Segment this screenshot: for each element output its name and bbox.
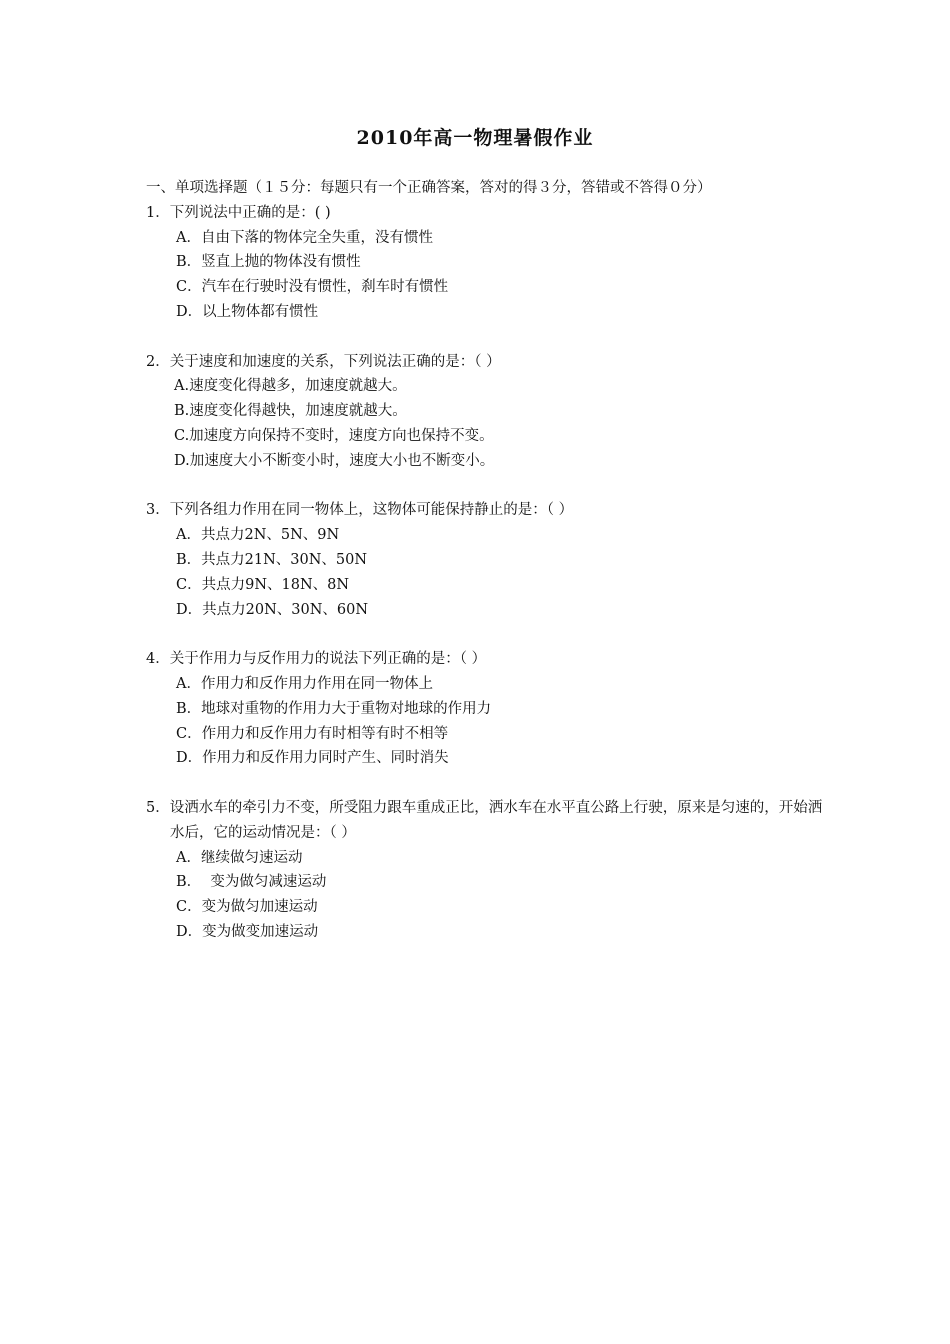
document-title: 2010年高一物理暑假作业 [356, 127, 594, 149]
option-list [146, 523, 846, 622]
option-c: C．共点力9N、18N、8N [176, 576, 350, 593]
option-a: A．自由下落的物体完全失重，没有惯性 [176, 229, 433, 246]
option-d: D．以上物体都有惯性 [176, 303, 319, 320]
option-b: B．共点力21N、30N、50N [176, 551, 368, 568]
question-stem: 1．下列说法中正确的是：( ) [146, 204, 331, 221]
option-c: C．变为做匀加速运动 [176, 899, 318, 916]
option-list [146, 374, 846, 473]
option-c: C．作用力和反作用力有时相等有时不相等 [176, 725, 449, 742]
question-stem: 5．设洒水车的牵引力不变，所受阻力跟车重成正比，洒水车在水平直公路上行驶，原来是匀速的，开始洒水后，它的运动情况是：（ ） [146, 799, 823, 841]
option-d: D．共点力20N、30N、60N [176, 601, 369, 618]
question-stem: 3．下列各组力作用在同一物体上，这物体可能保持静止的是：（ ） [146, 502, 574, 519]
option-b: B． 变为做匀减速运动 [176, 874, 327, 891]
question-5 [146, 796, 846, 945]
option-c: C.加速度方向保持不变时，速度方向也保持不变。 [174, 427, 494, 444]
question-4 [146, 647, 846, 771]
option-d: D．作用力和反作用力同时产生、同时消失 [176, 750, 449, 767]
multiple-choice-section [146, 176, 846, 945]
option-a: A．作用力和反作用力作用在同一物体上 [176, 675, 433, 692]
option-d: D．变为做变加速运动 [176, 923, 319, 940]
option-c: C．汽车在行驶时没有惯性，刹车时有惯性 [176, 279, 449, 296]
option-a: A.速度变化得越多，加速度就越大。 [174, 378, 407, 395]
option-a: A．共点力2N、5N、9N [176, 527, 340, 544]
option-d: D.加速度大小不断变小时，速度大小也不断变小。 [174, 452, 495, 469]
option-b: B．地球对重物的作用力大于重物对地球的作用力 [176, 700, 492, 717]
option-list [146, 846, 846, 945]
question-2 [146, 350, 846, 474]
option-a: A．继续做匀速运动 [176, 849, 303, 866]
option-list [146, 226, 846, 325]
section-heading: 一、单项选择题（１５分：每题只有一个正确答案，答对的得３分，答错或不答得０分） [146, 180, 712, 196]
option-b: B.速度变化得越快，加速度就越大。 [174, 403, 407, 420]
option-list [146, 672, 846, 771]
option-b: B．竖直上抛的物体没有惯性 [176, 254, 361, 271]
question-1 [146, 201, 846, 325]
question-3 [146, 498, 846, 622]
question-stem: 2．关于速度和加速度的关系，下列说法正确的是：（ ） [146, 353, 501, 370]
question-stem: 4．关于作用力与反作用力的说法下列正确的是：（ ） [146, 651, 487, 668]
